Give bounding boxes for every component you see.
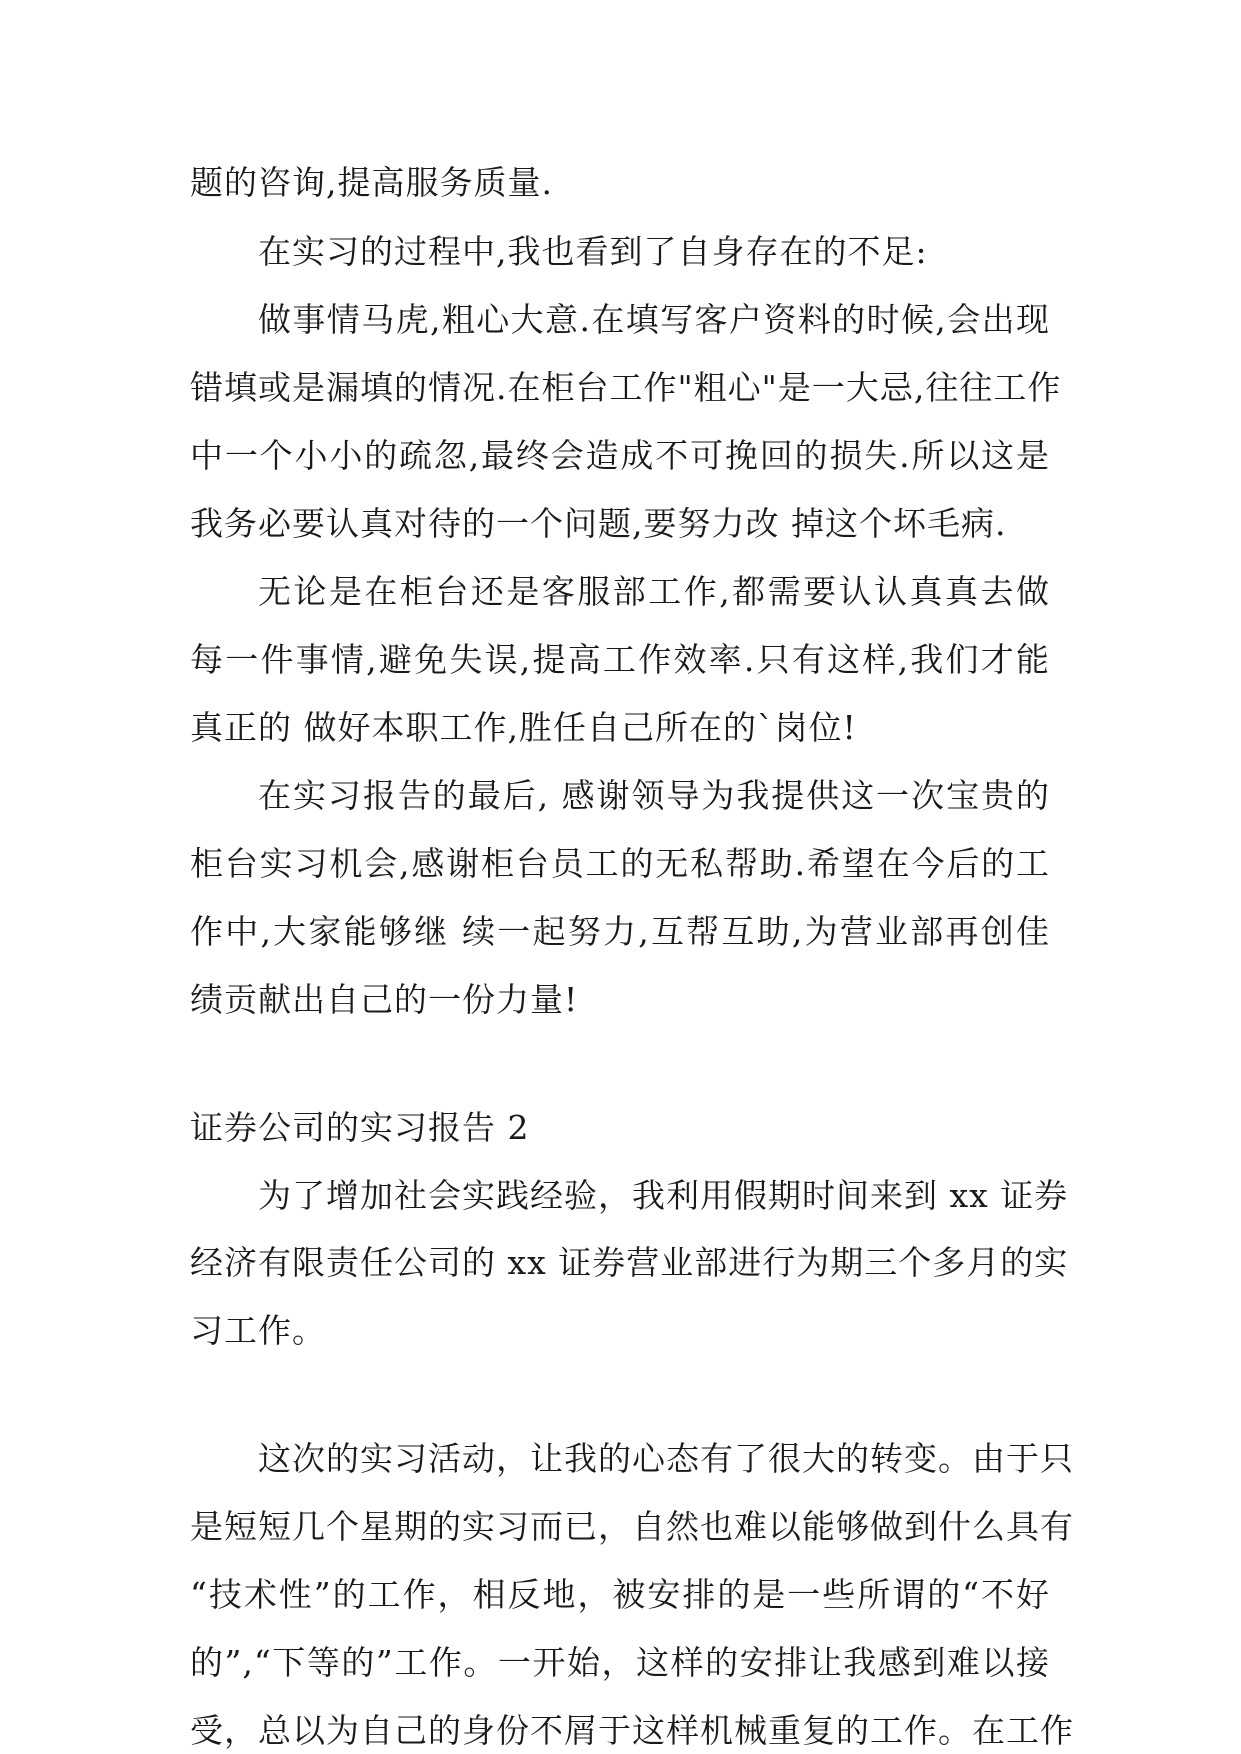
paragraph-line: “技术性”的工作，相反地，被安排的是一些所谓的“不好 [190, 1575, 1050, 1614]
paragraph-line: 题的咨询,提高服务质量. [190, 163, 553, 202]
paragraph-line: 为了增加社会实践经验，我利用假期时间来到 xx 证券 [258, 1176, 1069, 1215]
paragraph-line: 中一个小小的疏忽,最终会造成不可挽回的损失.所以这是 [190, 436, 1050, 475]
paragraph-line: 在实习的过程中,我也看到了自身存在的不足: [258, 232, 928, 271]
paragraph-line: 每一件事情,避免失误,提高工作效率.只有这样,我们才能 [190, 640, 1050, 679]
paragraph-line: 受，总以为自己的身份不屑于这样机械重复的工作。在工作 [190, 1711, 1074, 1750]
paragraph-line: 真正的 做好本职工作,胜任自己所在的`岗位! [190, 708, 857, 747]
paragraph-line: 经济有限责任公司的 xx 证券营业部进行为期三个多月的实 [190, 1243, 1069, 1282]
paragraph-line: 在实习报告的最后, 感谢领导为我提供这一次宝贵的 [258, 776, 1050, 815]
paragraph-line: 绩贡献出自己的一份力量! [190, 980, 579, 1019]
paragraph-line: 习工作。 [190, 1311, 326, 1350]
paragraph-line: 柜台实习机会,感谢柜台员工的无私帮助.希望在今后的工 [190, 844, 1050, 883]
paragraph-line: 我务必要认真对待的一个问题,要努力改 掉这个坏毛病. [190, 504, 1007, 543]
paragraph-line: 做事情马虎,粗心大意.在填写客户资料的时候,会出现 [258, 300, 1050, 339]
paragraph-line: 无论是在柜台还是客服部工作,都需要认认真真去做 [258, 572, 1050, 611]
paragraph-line: 这次的实习活动，让我的心态有了很大的转变。由于只 [258, 1439, 1074, 1478]
section-heading: 证券公司的实习报告 2 [190, 1108, 530, 1147]
paragraph-line: 错填或是漏填的情况.在柜台工作"粗心"是一大忌,往往工作 [190, 368, 1062, 407]
paragraph-line: 的”,“下等的”工作。一开始，这样的安排让我感到难以接 [190, 1643, 1050, 1682]
paragraph-line: 是短短几个星期的实习而已，自然也难以能够做到什么具有 [190, 1507, 1074, 1546]
paragraph-line: 作中,大家能够继 续一起努力,互帮互助,为营业部再创佳 [190, 912, 1050, 951]
